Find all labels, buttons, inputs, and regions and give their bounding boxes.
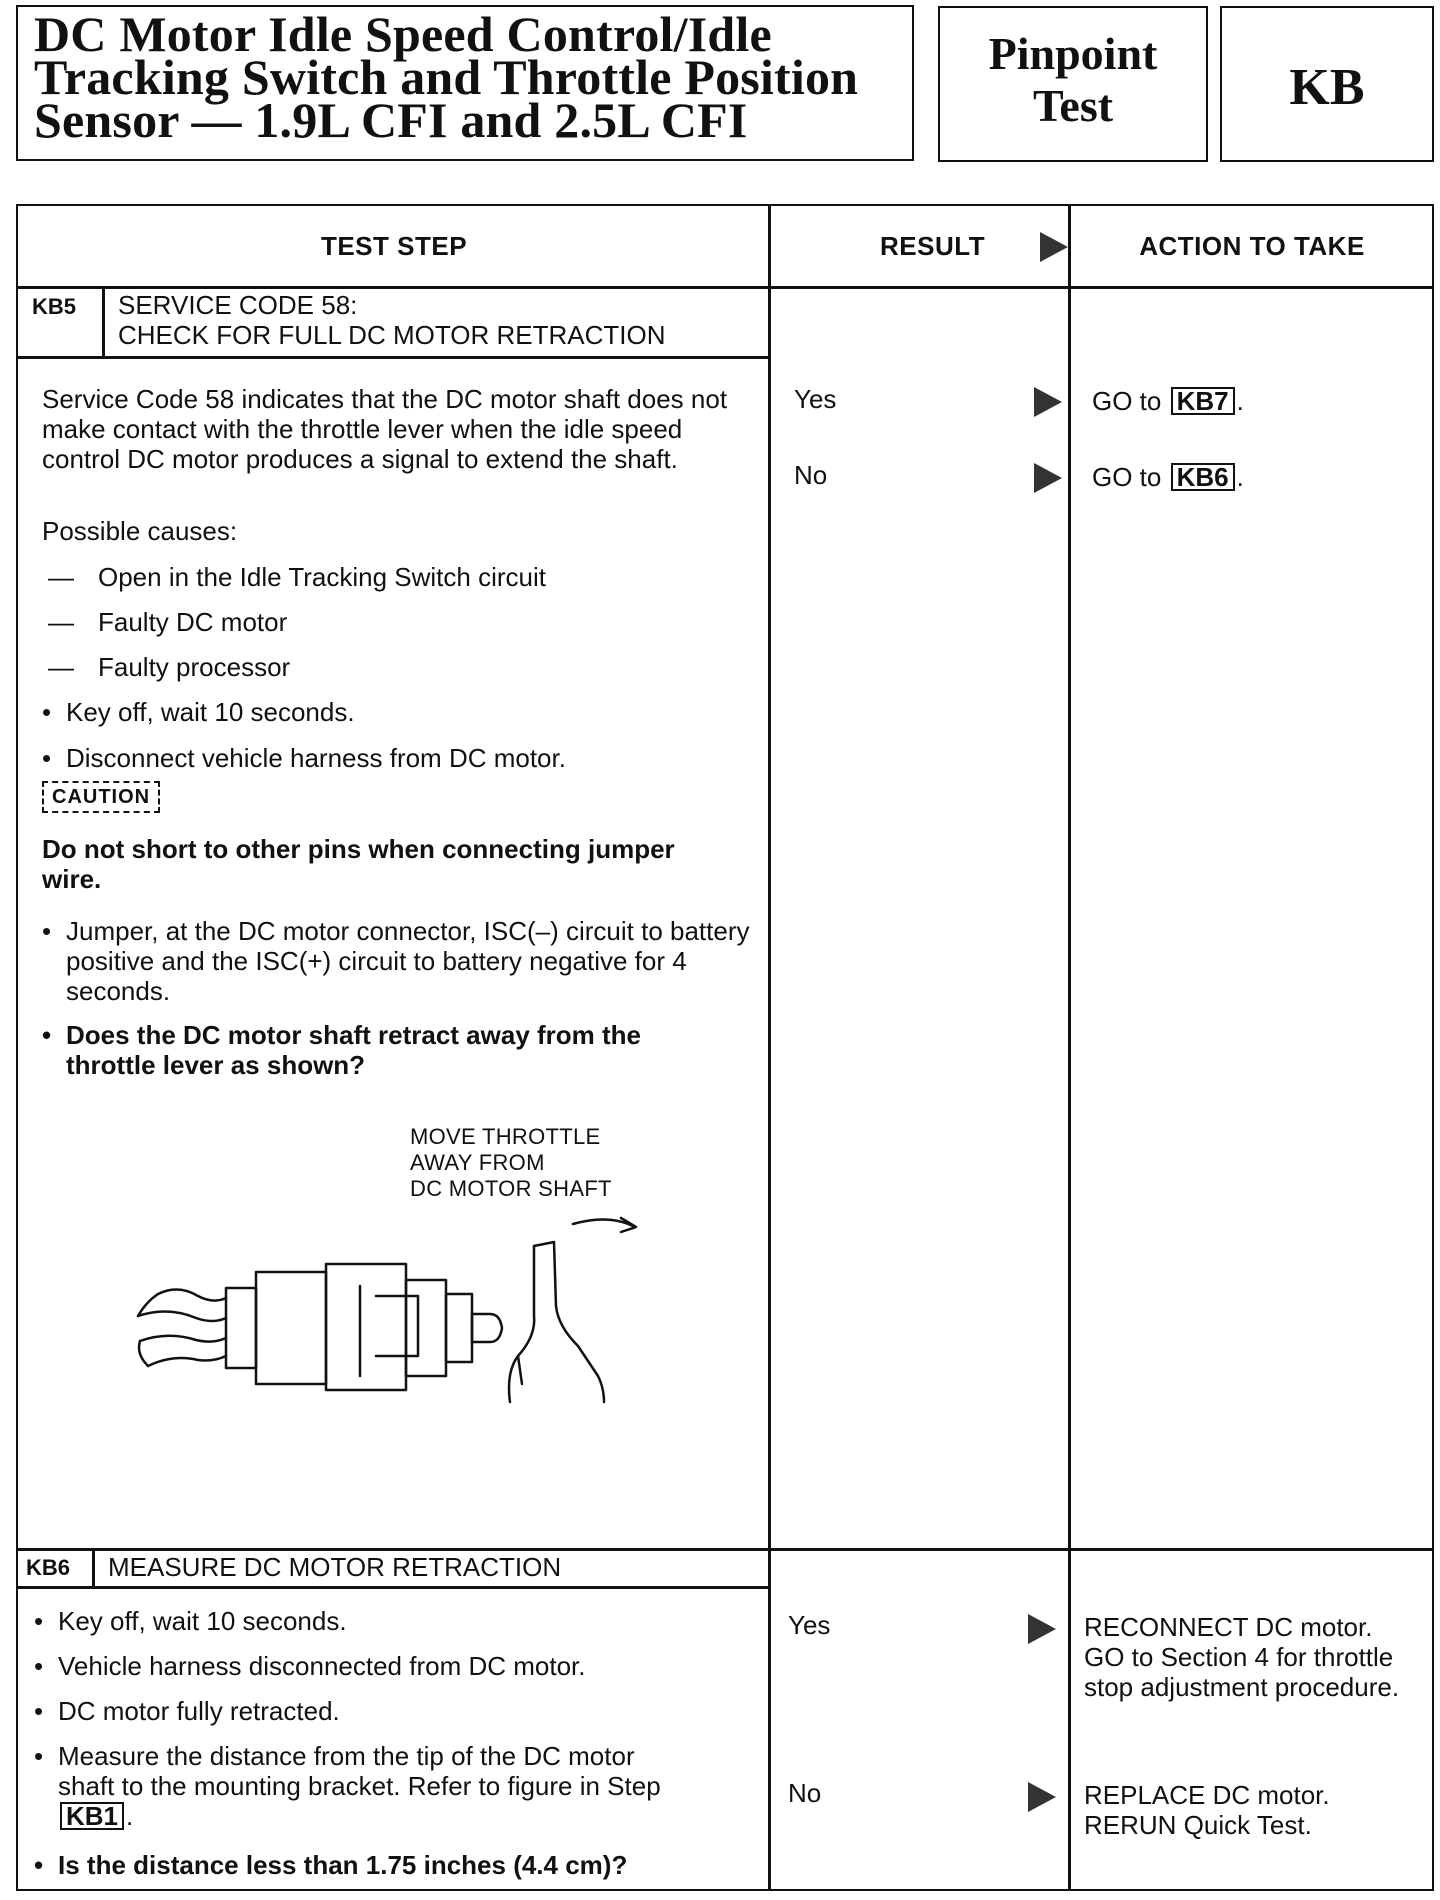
- kb5-step-title: [118, 290, 758, 350]
- cause-item: [48, 652, 290, 682]
- kb6-step-title: MEASURE DC MOTOR RETRACTION: [108, 1552, 562, 1582]
- step-text: Vehicle harness disconnected from DC motor.: [58, 1651, 586, 1681]
- column-divider-1: [768, 206, 771, 1889]
- dash: —: [48, 607, 74, 637]
- result-arrow-icon: [1028, 1614, 1056, 1644]
- kb5-question: [42, 1020, 722, 1080]
- step-text: Key off, wait 10 seconds.: [58, 1606, 347, 1636]
- connector: [226, 1288, 256, 1368]
- code-box: [1220, 6, 1434, 162]
- figure-label-line: DC MOTOR SHAFT: [410, 1176, 612, 1201]
- result-arrow-icon: [1034, 387, 1062, 417]
- action-suffix: .: [1236, 462, 1244, 492]
- kb5-action-yes: [1092, 386, 1244, 416]
- step-reference-kb7[interactable]: KB7: [1171, 387, 1235, 415]
- step-bullet: [42, 743, 742, 773]
- figure-label: [410, 1124, 612, 1202]
- result-arrow-icon: [1034, 463, 1062, 493]
- figure-label-line: AWAY FROM: [410, 1150, 545, 1175]
- kb6-result-yes: Yes: [788, 1610, 831, 1640]
- possible-causes-label: Possible causes:: [42, 516, 238, 546]
- dc-motor-figure: [118, 1206, 678, 1466]
- wire: [138, 1311, 226, 1321]
- column-header-result: RESULT: [880, 230, 986, 261]
- throttle-lever: [534, 1242, 604, 1402]
- action-text: GO to: [1092, 462, 1162, 492]
- column-header-action: ACTION TO TAKE: [1139, 230, 1365, 261]
- kb6-action-no: REPLACE DC motor. RERUN Quick Test.: [1084, 1780, 1330, 1840]
- action-suffix: .: [1236, 386, 1244, 416]
- kb5-action-no: [1092, 462, 1244, 492]
- result-arrow-icon: [1040, 232, 1068, 262]
- title-line: Sensor — 1.9L CFI and 2.5L CFI: [34, 92, 748, 148]
- question-text: Does the DC motor shaft retract away from the throttle lever as shown?: [66, 1020, 642, 1080]
- step-text: Jumper, at the DC motor connector, ISC(–) circuit to battery positive and the ISC(+) circuit to battery negative for 4 seconds.: [66, 916, 750, 1006]
- kb5-title-line: CHECK FOR FULL DC MOTOR RETRACTION: [118, 320, 666, 350]
- header-divider: [18, 286, 1434, 289]
- kb6-top-divider: [18, 1548, 1434, 1551]
- end-cap: [446, 1294, 472, 1362]
- kb5-title-line: SERVICE CODE 58:: [118, 290, 358, 320]
- cause-item: [48, 562, 546, 592]
- measure-step: [34, 1741, 734, 1831]
- test-table: [16, 204, 1434, 1891]
- figure-label-line: MOVE THROTTLE: [410, 1124, 601, 1149]
- cause-text: Faulty DC motor: [98, 607, 288, 637]
- bullet-icon: •: [34, 1696, 44, 1726]
- wire: [158, 1289, 226, 1300]
- step-text: Key off, wait 10 seconds.: [66, 697, 355, 727]
- cause-text: Open in the Idle Tracking Switch circuit: [98, 562, 546, 592]
- column-header-test-step: TEST STEP: [320, 230, 468, 261]
- step-bullet: [34, 1696, 734, 1726]
- wire: [139, 1341, 148, 1366]
- bullet-icon: •: [34, 1606, 44, 1636]
- bullet-icon: •: [42, 743, 52, 773]
- pinpoint-line: Test: [1032, 80, 1114, 131]
- kb6-title-divider: [18, 1586, 770, 1589]
- pinpoint-line: Pinpoint: [988, 28, 1158, 79]
- step-text: DC motor fully retracted.: [58, 1696, 340, 1726]
- throttle-lever: [518, 1356, 522, 1384]
- wire: [140, 1336, 226, 1342]
- kb5-id-divider: [102, 286, 105, 356]
- kb6-question: [34, 1850, 754, 1880]
- kb6-result-no: No: [788, 1778, 822, 1808]
- step-reference-kb6[interactable]: KB6: [1171, 463, 1235, 491]
- bracket-detail: [376, 1296, 418, 1356]
- question-text: Is the distance less than 1.75 inches (4.4 cm)?: [58, 1850, 628, 1880]
- bullet-icon: •: [42, 697, 52, 727]
- caution-text: Do not short to other pins when connecting jumper wire.: [42, 834, 675, 894]
- kb5-intro: Service Code 58 indicates that the DC motor shaft does not make contact with the throttle lever when the idle speed control DC motor produces a signal to extend the shaft.: [42, 384, 728, 474]
- step-text: Disconnect vehicle harness from DC motor.: [66, 743, 566, 773]
- kb5-step-id: KB5: [32, 294, 77, 319]
- title-box: [16, 5, 914, 161]
- bullet-icon: •: [34, 1741, 44, 1771]
- kb6-id-divider: [92, 1548, 95, 1586]
- result-arrow-icon: [1028, 1782, 1056, 1812]
- step-reference-kb1[interactable]: KB1: [60, 1802, 124, 1830]
- bullet-icon: •: [34, 1850, 44, 1880]
- kb5-result-yes: Yes: [794, 384, 837, 414]
- kb6-action-yes: RECONNECT DC motor. GO to Section 4 for throttle stop adjustment procedure.: [1084, 1612, 1400, 1702]
- title-line: DC Motor Idle Speed Control/Idle: [34, 6, 772, 62]
- bullet-icon: •: [42, 916, 52, 946]
- wire: [148, 1356, 226, 1366]
- step-bullet: [34, 1651, 734, 1681]
- kb5-result-no: No: [794, 460, 828, 490]
- title-line: Tracking Switch and Throttle Position: [34, 49, 859, 105]
- measure-suffix: .: [126, 1801, 134, 1831]
- cause-item: [48, 607, 287, 637]
- measure-text: Measure the distance from the tip of the DC motor shaft to the mounting bracket. Refer to figure in Step: [58, 1741, 661, 1801]
- test-code: KB: [1289, 59, 1365, 116]
- bracket: [406, 1280, 446, 1376]
- motor-housing: [326, 1264, 406, 1390]
- bullet-icon: •: [42, 1020, 52, 1050]
- dash: —: [48, 652, 74, 682]
- column-divider-2: [1068, 206, 1071, 1889]
- pinpoint-box: [938, 6, 1208, 162]
- bullet-icon: •: [34, 1651, 44, 1681]
- kb5-title-divider: [18, 356, 770, 359]
- page-title: [34, 6, 859, 148]
- dash: —: [48, 562, 74, 592]
- step-bullet: [42, 697, 742, 727]
- caution-badge: CAUTION: [42, 781, 160, 813]
- jumper-step: [42, 916, 752, 1006]
- pinpoint-label: [940, 28, 1206, 132]
- kb6-step-id: KB6: [26, 1555, 71, 1580]
- motor-body: [256, 1272, 326, 1384]
- motor-shaft: [472, 1314, 502, 1342]
- step-bullet: [34, 1606, 734, 1636]
- step-text: [34, 1741, 698, 1831]
- action-text: GO to: [1092, 386, 1162, 416]
- cause-text: Faulty processor: [98, 652, 291, 682]
